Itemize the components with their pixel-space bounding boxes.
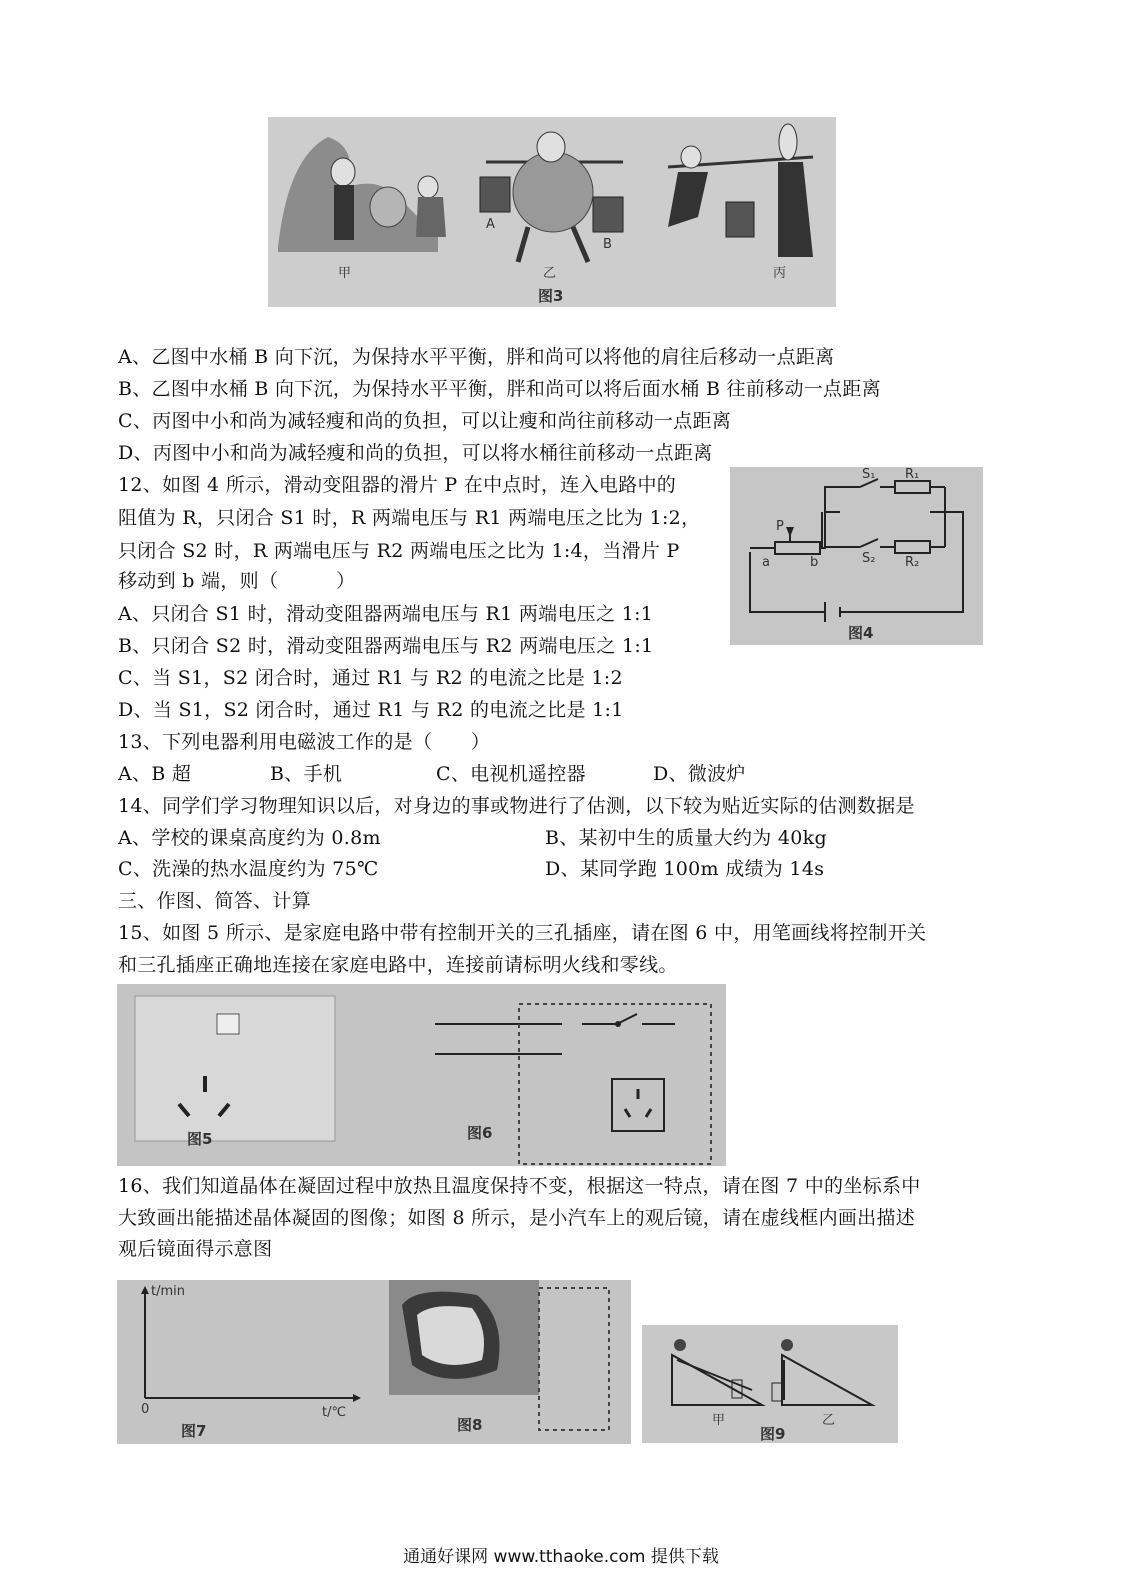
figure-7-caption: 图7 bbox=[181, 1422, 207, 1440]
q12-stem-line-2: 阻值为 R，只闭合 S1 时，R 两端电压与 R1 两端电压之比为 1:2， bbox=[118, 507, 701, 529]
figure-6-caption: 图6 bbox=[467, 1124, 493, 1142]
figure-7-xlabel: t/℃ bbox=[322, 1405, 347, 1420]
figure-8-caption: 图8 bbox=[457, 1416, 483, 1434]
q14-option-a: A、学校的课桌高度约为 0.8m bbox=[118, 827, 381, 849]
q12-option-d: D、当 S1，S2 闭合时，通过 R1 与 R2 的电流之比是 1:1 bbox=[118, 699, 624, 721]
q13-stem: 13、下列电器利用电磁波工作的是（ ） bbox=[118, 731, 491, 753]
q13-option-c: C、电视机遥控器 bbox=[436, 763, 586, 785]
q11-option-a: A、乙图中水桶 B 向下沉，为保持水平平衡，胖和尚可以将他的肩往后移动一点距离 bbox=[118, 346, 835, 368]
section-3-heading: 三、作图、简答、计算 bbox=[118, 890, 312, 912]
q12-option-a: A、只闭合 S1 时，滑动变阻器两端电压与 R1 两端电压之 1:1 bbox=[118, 603, 654, 625]
q11-option-c: C、丙图中小和尚为减轻瘦和尚的负担，可以让瘦和尚往前移动一点距离 bbox=[118, 410, 732, 432]
figure-3-label-a: A bbox=[486, 217, 495, 232]
figure-4-label-s2: S₂ bbox=[862, 551, 876, 566]
q14-option-b: B、某初中生的质量大约为 40kg bbox=[545, 827, 827, 849]
figure-3-label-b: B bbox=[603, 237, 612, 252]
figure-5-caption: 图5 bbox=[187, 1130, 213, 1148]
q11-option-d: D、丙图中小和尚为减轻瘦和尚的负担，可以将水桶往前移动一点距离 bbox=[118, 442, 713, 464]
figure-9 bbox=[642, 1325, 898, 1443]
q15-stem-line-2: 和三孔插座正确地连接在家庭电路中，连接前请标明火线和零线。 bbox=[118, 954, 678, 976]
figure-4-label-b: b bbox=[810, 555, 819, 570]
q12-stem-line-4: 移动到 b 端，则（ ） bbox=[118, 570, 356, 592]
q14-option-c: C、洗澡的热水温度约为 75℃ bbox=[118, 858, 379, 880]
figure-3-label-bing: 丙 bbox=[773, 266, 787, 281]
q12-stem-line-1: 12、如图 4 所示，滑动变阻器的滑片 P 在中点时，连入电路中的 bbox=[118, 474, 677, 496]
q13-option-d: D、微波炉 bbox=[653, 763, 746, 785]
q14-stem: 14、同学们学习物理知识以后，对身边的事或物进行了估测，以下较为贴近实际的估测数据是 bbox=[118, 795, 915, 817]
figure-3 bbox=[268, 117, 836, 307]
figure-3-label-yi: 乙 bbox=[543, 266, 557, 281]
figure-9-caption: 图9 bbox=[760, 1425, 786, 1443]
q13-option-a: A、B 超 bbox=[118, 763, 192, 785]
figure-4-label-a: a bbox=[762, 555, 770, 570]
figure-4 bbox=[730, 467, 983, 645]
q12-stem-line-3: 只闭合 S2 时，R 两端电压与 R2 两端电压之比为 1:4，当滑片 P bbox=[118, 540, 680, 562]
figure-5-6 bbox=[117, 984, 726, 1166]
figure-7-8 bbox=[117, 1280, 631, 1444]
figure-7-origin: 0 bbox=[141, 1402, 150, 1417]
figure-4-label-r1: R₁ bbox=[905, 467, 920, 482]
q13-option-b: B、手机 bbox=[270, 763, 343, 785]
figure-7-ylabel: t/min bbox=[151, 1284, 185, 1299]
q16-stem-line-2: 大致画出能描述晶体凝固的图像；如图 8 所示，是小汽车上的观后镜，请在虚线框内画出描述 bbox=[118, 1207, 916, 1229]
figure-3-caption: 图3 bbox=[538, 287, 564, 305]
figure-4-label-r2: R₂ bbox=[905, 555, 920, 570]
q12-option-b: B、只闭合 S2 时，滑动变阻器两端电压与 R2 两端电压之 1:1 bbox=[118, 635, 654, 657]
figure-4-label-p: P bbox=[776, 519, 784, 534]
q16-stem-line-3: 观后镜面得示意图 bbox=[118, 1238, 273, 1260]
figure-9-label-jia: 甲 bbox=[712, 1413, 726, 1428]
q14-option-d: D、某同学跑 100m 成绩为 14s bbox=[545, 858, 825, 880]
page-footer: 通通好课网 www.tthaoke.com 提供下载 bbox=[403, 1547, 719, 1567]
figure-4-caption: 图4 bbox=[848, 624, 874, 642]
figure-9-label-yi: 乙 bbox=[822, 1413, 836, 1428]
figure-3-label-jia: 甲 bbox=[338, 266, 352, 281]
q11-option-b: B、乙图中水桶 B 向下沉，为保持水平平衡，胖和尚可以将后面水桶 B 往前移动一点距离 bbox=[118, 378, 881, 400]
q15-stem-line-1: 15、如图 5 所示、是家庭电路中带有控制开关的三孔插座，请在图 6 中，用笔画线将控制开关 bbox=[118, 922, 927, 944]
q12-option-c: C、当 S1，S2 闭合时，通过 R1 与 R2 的电流之比是 1:2 bbox=[118, 667, 623, 689]
figure-4-label-s1: S₁ bbox=[862, 467, 876, 482]
q16-stem-line-1: 16、我们知道晶体在凝固过程中放热且温度保持不变，根据这一特点，请在图 7 中的坐标系中 bbox=[118, 1175, 921, 1197]
